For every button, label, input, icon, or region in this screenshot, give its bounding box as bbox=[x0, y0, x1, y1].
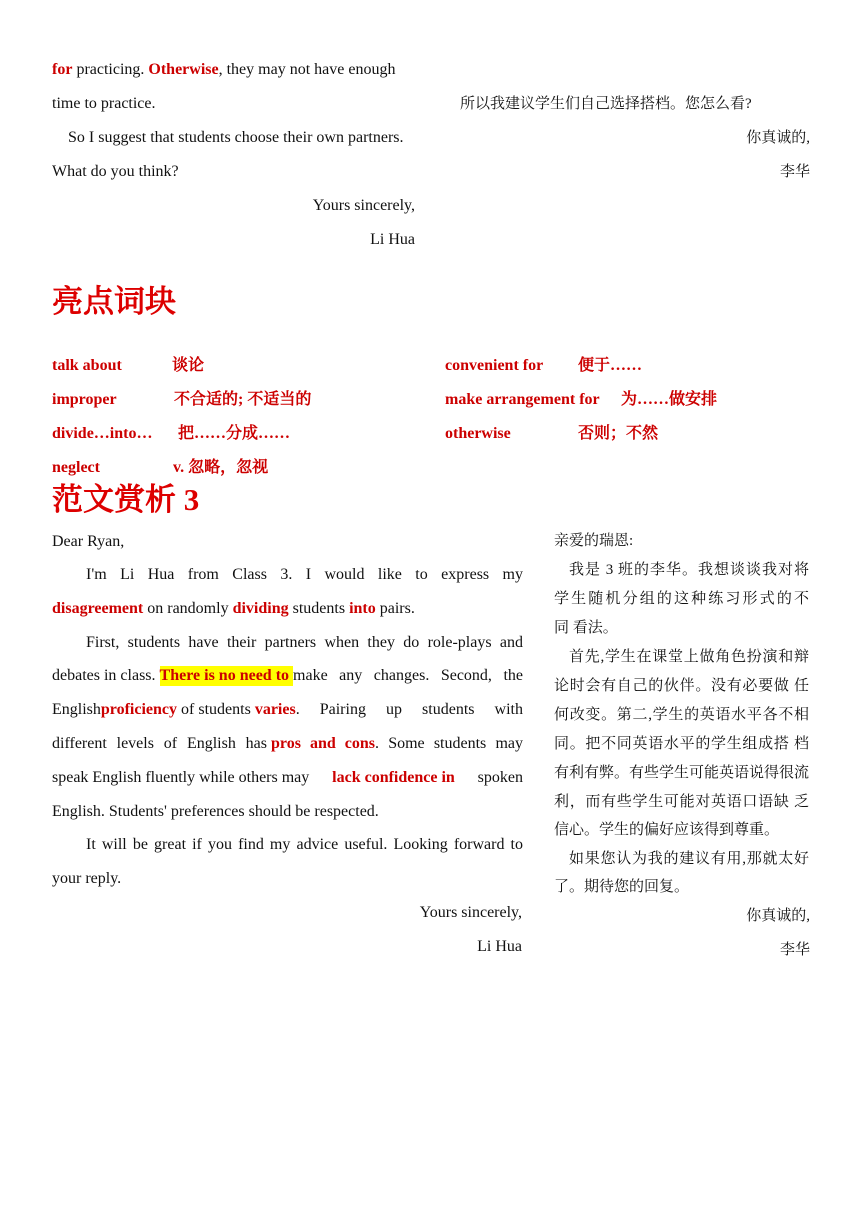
translation-line-8: 有利有弊。有些学生可能英语说得很流 bbox=[554, 765, 810, 781]
essay-heading: 范文赏析 3 bbox=[52, 482, 200, 517]
vocab-zh-otherwise: 否则；不然 bbox=[578, 425, 659, 442]
vocab-heading: 亮点词块 bbox=[52, 284, 176, 319]
translation-line-7: 同。把不同英语水平的学生组成搭 档 bbox=[554, 736, 809, 752]
top-translation-line: 所以我建议学生们自己选择搭档。您怎么看? bbox=[460, 96, 752, 112]
essay-p2-line-6: English. Students' preferences should be respected. bbox=[52, 803, 379, 820]
keyword-disagreement: disagreement bbox=[52, 600, 144, 617]
essay-p2-line-1: First, students have their partners when they do role-plays and bbox=[86, 634, 523, 651]
vocab-zh-improper: 不合适的; 不适当的 bbox=[174, 391, 312, 408]
translation-closing: 你真诚的, bbox=[746, 908, 810, 924]
vocab-en-divide-into: divide…into… bbox=[52, 425, 153, 442]
keyword-otherwise: Otherwise bbox=[148, 61, 219, 78]
translation-line-6: 何改变。第二,学生的英语水平各不相 bbox=[554, 707, 809, 723]
essay-p3-line-1: It will be great if you find my advice useful. Looking forward to bbox=[86, 836, 523, 853]
top-letter-closing: Yours sincerely, bbox=[312, 197, 415, 214]
top-translation-name: 李华 bbox=[779, 164, 810, 180]
keyword-for: for bbox=[52, 61, 73, 78]
top-letter-line-2: time to practice. bbox=[52, 95, 156, 112]
vocab-zh-divide-into: 把……分成…… bbox=[178, 425, 291, 442]
vocab-zh-make-arrangement: 为……做安排 bbox=[621, 391, 718, 408]
translation-line-5: 论时会有自己的伙伴。没有必要做 任 bbox=[554, 678, 809, 694]
translation-salutation: 亲爱的瑞恩: bbox=[554, 533, 634, 549]
essay-p2-line-2: debates in class. There is no need to make any changes. Second, the bbox=[52, 667, 523, 684]
top-letter-line-4: What do you think? bbox=[52, 163, 179, 180]
essay-p2-line-4: different levels of English has pros and cons . Some students may bbox=[52, 735, 523, 752]
keyword-dividing: dividing bbox=[232, 600, 289, 617]
translation-line-2: 学生随机分组的这种练习形式的不 bbox=[554, 591, 809, 607]
translation-line-10: 信心。学生的偏好应该得到尊重。 bbox=[554, 822, 780, 838]
translation-line-9: 利，而有些学生可能对英语口语缺 乏 bbox=[554, 794, 809, 810]
vocab-zh-convenient-for: 便于…… bbox=[578, 357, 643, 374]
essay-p1-line-2: disagreement on randomly dividing students into pairs. bbox=[52, 600, 415, 617]
essay-name: Li Hua bbox=[477, 938, 522, 955]
vocab-zh-neglect: v. 忽略，忽视 bbox=[173, 459, 269, 476]
keyword-varies: varies bbox=[254, 701, 296, 718]
vocab-en-make-arrangement: make arrangement for bbox=[445, 391, 600, 408]
vocab-zh-talk-about: 谈论 bbox=[172, 357, 205, 374]
keyword-proficiency: proficiency bbox=[100, 701, 178, 718]
keyword-lack-confidence-in: lack confidence in bbox=[332, 769, 455, 786]
translation-line-11: 如果您认为我的建议有用,那就太好 bbox=[569, 851, 809, 867]
vocab-en-talk-about: talk about bbox=[52, 357, 122, 374]
essay-p2-line-5: speak English fluently while others may lack confidence in spoken bbox=[52, 769, 523, 786]
essay-closing: Yours sincerely, bbox=[419, 904, 522, 921]
top-letter-name: Li Hua bbox=[370, 231, 415, 248]
highlight-there-is-no-need-to: There is no need to bbox=[159, 667, 294, 684]
essay-salutation: Dear Ryan, bbox=[52, 533, 125, 550]
translation-line-12: 了。期待您的回复。 bbox=[554, 879, 690, 895]
translation-line-1: 我是 3 班的李华。我想谈谈我对将 bbox=[569, 562, 809, 578]
translation-name: 李华 bbox=[779, 942, 810, 958]
vocab-en-convenient-for: convenient for bbox=[445, 357, 544, 374]
essay-p2-line-3: English proficiency of students varies . Pairing up students with bbox=[52, 701, 523, 718]
top-letter-line-3: So I suggest that students choose their own partners. bbox=[68, 129, 404, 146]
translation-line-4: 首先,学生在课堂上做角色扮演和辩 bbox=[569, 649, 809, 665]
top-letter-line-1: for practicing. Otherwise, they may not have enough bbox=[52, 61, 396, 78]
essay-p3-line-2: your reply. bbox=[52, 870, 122, 887]
vocab-en-otherwise: otherwise bbox=[445, 425, 511, 442]
essay-p1-line-1: I'm Li Hua from Class 3. I would like to express my bbox=[86, 566, 523, 583]
keyword-into: into bbox=[349, 600, 376, 617]
translation-line-3: 同 看法。 bbox=[554, 620, 618, 636]
vocab-en-neglect: neglect bbox=[52, 459, 100, 476]
keyword-pros-and-cons: pros and cons bbox=[271, 735, 375, 752]
top-translation-closing: 你真诚的, bbox=[746, 130, 810, 146]
vocab-en-improper: improper bbox=[52, 391, 117, 408]
